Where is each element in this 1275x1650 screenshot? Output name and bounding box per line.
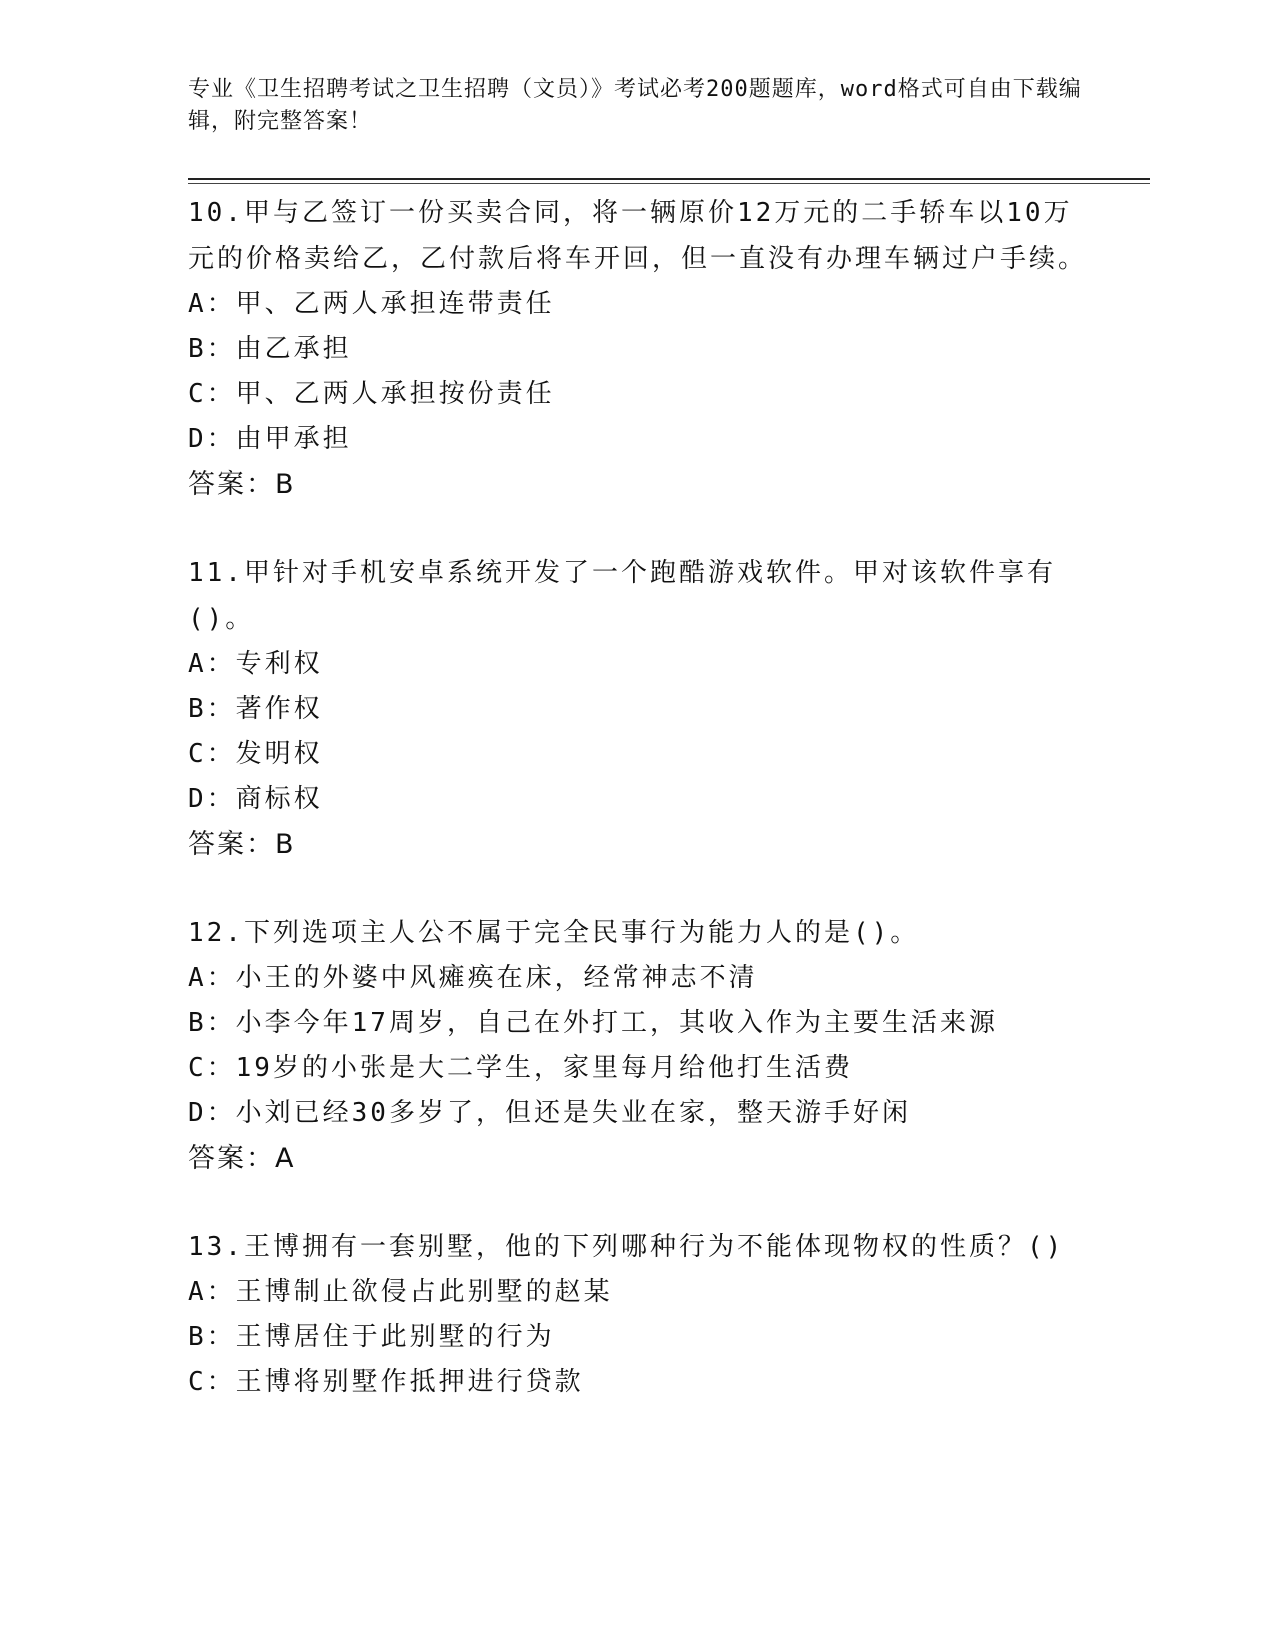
question-11	[188, 550, 1088, 868]
question-12	[188, 910, 1088, 1182]
option-b: B：著作权	[188, 694, 323, 724]
option-a: A：小王的外婆中风瘫痪在床，经常神志不清	[188, 963, 758, 993]
option-c: C：19岁的小张是大二学生，家里每月给他打生活费	[188, 1053, 853, 1083]
question-list	[188, 190, 1088, 1405]
option-a: A：甲、乙两人承担连带责任	[188, 289, 555, 319]
answer-line: 答案：A	[188, 1143, 296, 1174]
option-d: D：小刘已经30多岁了，但还是失业在家，整天游手好闲	[188, 1098, 911, 1128]
header-divider	[188, 178, 1150, 180]
option-a: A：专利权	[188, 649, 323, 679]
question-10	[188, 190, 1088, 508]
option-c: C：王博将别墅作抵押进行贷款	[188, 1367, 584, 1397]
option-b: B：王博居住于此别墅的行为	[188, 1322, 555, 1352]
question-stem: 11.甲针对手机安卓系统开发了一个跑酷游戏软件。甲对该软件享有()。	[188, 558, 1056, 634]
document-header: 专业《卫生招聘考试之卫生招聘（文员）》考试必考200题题库，word格式可自由下载编辑，附完整答案！	[188, 77, 1082, 134]
option-d: D：由甲承担	[188, 424, 352, 454]
option-c: C：发明权	[188, 739, 323, 769]
question-stem: 12.下列选项主人公不属于完全民事行为能力人的是()。	[188, 918, 920, 948]
option-a: A：王博制止欲侵占此别墅的赵某	[188, 1277, 613, 1307]
question-stem: 13.王博拥有一套别墅，他的下列哪种行为不能体现物权的性质？()	[188, 1232, 1065, 1262]
answer-line: 答案：B	[188, 829, 296, 860]
option-b: B：小李今年17周岁，自己在外打工，其收入作为主要生活来源	[188, 1008, 998, 1038]
answer-line: 答案：B	[188, 469, 296, 500]
option-b: B：由乙承担	[188, 334, 352, 364]
question-stem: 10.甲与乙签订一份买卖合同，将一辆原价12万元的二手轿车以10万元的价格卖给乙，乙付款后将车开回，但一直没有办理车辆过户手续。	[188, 198, 1088, 274]
option-d: D：商标权	[188, 784, 323, 814]
option-c: C：甲、乙两人承担按份责任	[188, 379, 555, 409]
header-divider-thin	[188, 183, 1150, 184]
question-13	[188, 1224, 1088, 1405]
